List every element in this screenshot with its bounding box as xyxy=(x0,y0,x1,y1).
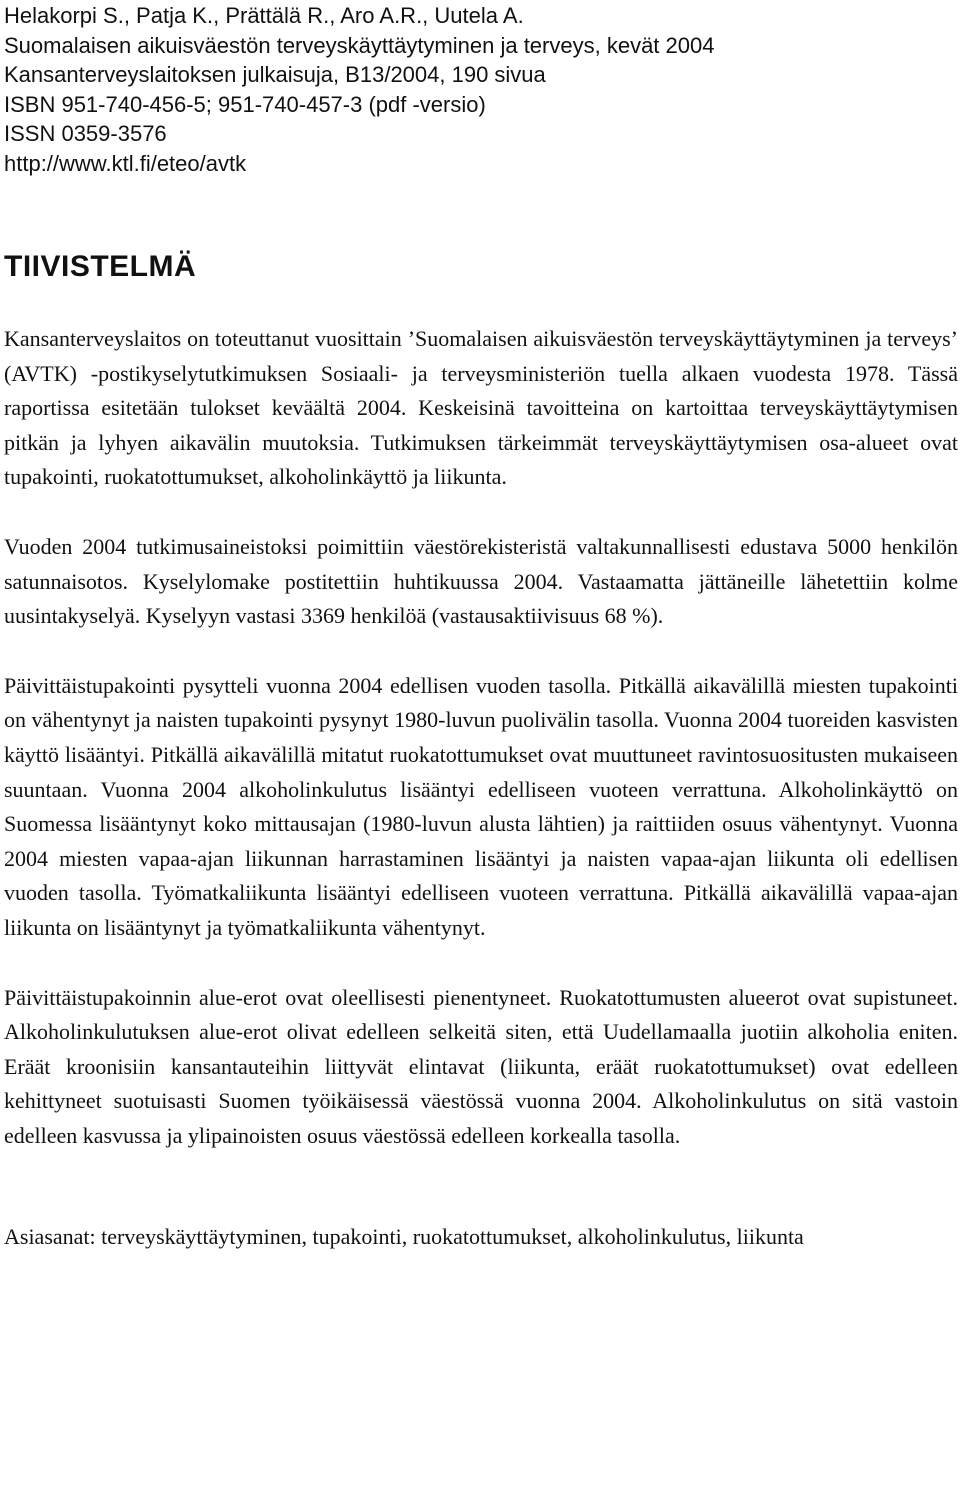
paragraph-results: Päivittäistupakointi pysytteli vuonna 2004 edellisen vuoden tasolla. Pitkällä aikavälillä miesten tupakointi on vähentynyt ja naisten tupakointi pysynyt 1980-luvun puolivälin tasolla. Vuonna 2004 tuoreiden kasvisten käyttö lisääntyi. Pitkällä aikavälillä mitatut ruokatottumukset ovat muuttuneet ravintosuositusten mukaiseen suuntaan. Vuonna 2004 alkoholinkulutus lisääntyi edelliseen vuoteen verrattuna. Alkoholinkäyttö on Suomessa lisääntynyt koko mittausajan (1980-luvun alusta lähtien) ja raittiiden osuus vähentynyt. Vuonna 2004 miesten vapaa-ajan liikunnan harrastaminen lisääntyi ja naisten vapaa-ajan liikunta oli edellisen vuoden tasolla. Työmatkaliikunta lisääntyi edelliseen vuoteen verrattuna. Pitkällä aikavälillä vapaa-ajan liikunta on lisääntynyt ja työmatkaliikunta vähentynyt. xyxy=(4,672,958,940)
paragraph-intro: Kansanterveyslaitos on toteuttanut vuosittain ’Suomalaisen aikuisväestön terveyskäyttäytyminen ja terveys’ (AVTK) -postikyselytutkimuksen Sosiaali- ja terveysministeriön tuella alkaen vuodesta 1978. Tässä raportissa esitetään tulokset keväältä 2004. Keskeisinä tavoitteina on kartoittaa terveyskäyttäytymisen pitkän ja lyhyen aikavälin muutoksia. Tutkimuksen tärkeimmät terveyskäyttäytymisen osa-alueet ovat tupakointi, ruokatottumukset, alkoholinkäyttö ja liikunta. xyxy=(4,326,958,490)
document-page xyxy=(4,0,958,1255)
paragraph-method: Vuoden 2004 tutkimusaineistoksi poimittiin väestörekisteristä valtakunnallisesti edustava 5000 henkilön satunnaisotos. Kyselylomake postitettiin huhtikuussa 2004. Vastaamatta jättäneille lähetettiin kolme uusintakyselyä. Kyselyyn vastasi 3369 henkilöä (vastausaktiivisuus 68 %). xyxy=(4,533,958,629)
report-title-line: Suomalaisen aikuisväestön terveyskäyttäytyminen ja terveys, kevät 2004 xyxy=(4,32,715,58)
series-line: Kansanterveyslaitoksen julkaisuja, B13/2004, 190 sivua xyxy=(4,62,546,87)
isbn-line: ISBN 951-740-456-5; 951-740-457-3 (pdf -versio) xyxy=(4,91,486,117)
abstract-body xyxy=(4,322,958,1255)
keywords-line: Asiasanat: terveyskäyttäytyminen, tupakointi, ruokatottumukset, alkoholinkulutus, liikunta xyxy=(4,1224,804,1250)
authors-line: Helakorpi S., Patja K., Prättälä R., Aro A.R., Uutela A. xyxy=(4,3,524,28)
section-heading: TIIVISTELMÄ xyxy=(4,250,197,283)
url-line: http://www.ktl.fi/eteo/avtk xyxy=(4,150,247,176)
issn-line: ISSN 0359-3576 xyxy=(4,121,167,146)
paragraph-regional: Päivittäistupakoinnin alue-erot ovat oleellisesti pienentyneet. Ruokatottumusten alueerot ovat supistuneet. Alkoholinkulutuksen alue-erot olivat edelleen selkeitä siten, että Uudellamaalla juotiin alkoholia eniten. Eräät kroonisiin kansantauteihin liittyvät elintavat (liikunta, eräät ruokatottumukset) ovat edelleen kehittyneet suotuisasti Suomen työikäisessä väestössä vuonna 2004. Alkoholinkulutus on sitä vastoin edelleen kasvussa ja ylipainoisten osuus väestössä edelleen korkealla tasolla. xyxy=(4,984,958,1148)
publication-info xyxy=(4,0,958,178)
